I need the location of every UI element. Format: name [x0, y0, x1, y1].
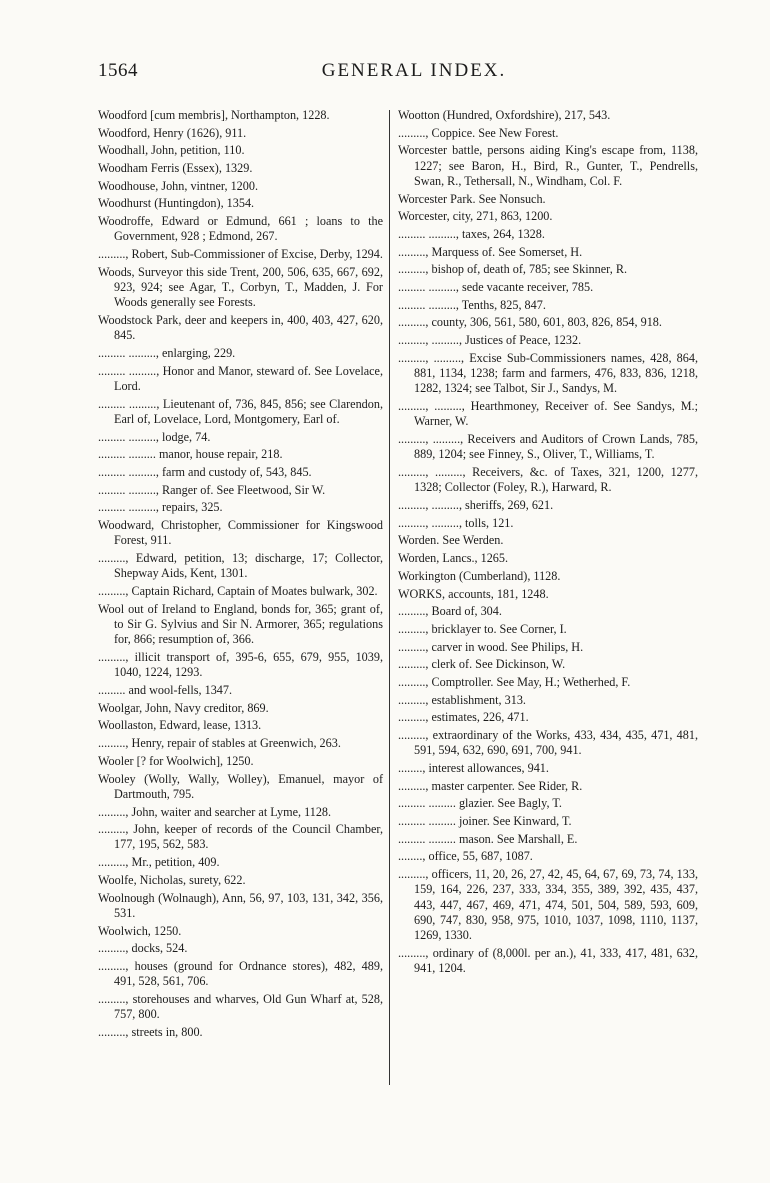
index-entry: ......... ........., farm and custody of, 543, 845.: [98, 465, 312, 480]
page-number: 1564: [98, 60, 138, 81]
index-entry: ........., extraordinary of the Works, 433, 434, 435, 471, 481, 591, 594, 632, 690, 691, 700, 941.: [398, 728, 698, 758]
index-entry: ........., ........., Excise Sub-Commissioners names, 428, 864, 881, 1134, 1238; farm and farmers, 476, 833, 836, 1218, 1282, 1324; see Talbot, Sir J., Sandys, M.: [398, 350, 698, 396]
index-entry: ......... ........., lodge, 74.: [98, 429, 211, 444]
index-entry: ........., illicit transport of, 395-6, 655, 679, 955, 1039, 1040, 1224, 1293.: [98, 650, 383, 680]
index-entry: Wool out of Ireland to England, bonds for, 365; grant of, to Sir G. Sylvius and Sir N. Armorer, 365; regulations for, 866; resumption of, 366.: [98, 601, 383, 647]
index-entry: Workington (Cumberland), 1128.: [398, 568, 561, 583]
index-entry: ......... ........., Honor and Manor, steward of. See Lovelace, Lord.: [98, 363, 383, 394]
index-entry: Worden. See Werden.: [398, 533, 504, 548]
index-entry: ........., carver in wood. See Philips, H.: [398, 639, 584, 654]
index-entry: Woodford [cum membris], Northampton, 1228.: [98, 108, 330, 122]
index-entry: ........., master carpenter. See Rider, R.: [398, 778, 583, 793]
index-entry: ......... and wool-fells, 1347.: [98, 683, 233, 698]
index-entry: ........., bricklayer to. See Corner, I.: [398, 621, 567, 636]
index-entry: ......... ........., sede vacante receiver, 785.: [398, 280, 594, 295]
index-entry: Woolnough (Wolnaugh), Ann, 56, 97, 103, 131, 342, 356, 531.: [98, 890, 383, 920]
index-entry: ........, interest allowances, 941.: [398, 761, 549, 775]
index-entry: WORKS, accounts, 181, 1248.: [398, 586, 549, 601]
index-entry: ........., Robert, Sub-Commissioner of Excise, Derby, 1294.: [98, 247, 383, 262]
index-entry: Woolfe, Nicholas, surety, 622.: [98, 872, 246, 887]
index-entry: ........., establishment, 313.: [398, 692, 526, 707]
index-entry: ......... ......... mason. See Marshall, E.: [398, 831, 578, 846]
index-entry: ........., Mr., petition, 409.: [98, 855, 220, 870]
index-entry: ......... ......... glazier. See Bagly, T.: [398, 796, 562, 811]
index-entry: Wooler [? for Woolwich], 1250.: [98, 753, 254, 768]
index-entry: ........., docks, 524.: [98, 941, 188, 956]
index-entry: ........., ........., tolls, 121.: [398, 515, 514, 530]
index-entry: Wootton (Hundred, Oxfordshire), 217, 543.: [398, 108, 611, 122]
index-entry: Woodstock Park, deer and keepers in, 400, 403, 427, 620, 845.: [98, 313, 383, 343]
index-entry: ........., houses (ground for Ordnance stores), 482, 489, 491, 528, 561, 706.: [98, 958, 383, 989]
index-entry: ........., Marquess of. See Somerset, H.: [398, 244, 583, 259]
index-entry: ........., bishop of, death of, 785; see Skinner, R.: [398, 262, 628, 277]
index-entry: ........., ........., Justices of Peace, 1232.: [398, 333, 582, 348]
index-entry: Worcester battle, persons aiding King's escape from, 1138, 1227; see Baron, H., Bird, R., Gunter, T., Pendrells, Swan, R., Tethersall, N., Windham, Col. F.: [398, 143, 698, 188]
index-entry: Woodhouse, John, vintner, 1200.: [98, 178, 259, 193]
index-entry: ........., ........., Receivers, &c. of Taxes, 321, 1200, 1277, 1328; Collector (Foley, R.), Harward, R.: [398, 465, 698, 495]
index-entry: ........., Comptroller. See May, H.; Wetherhed, F.: [398, 674, 631, 689]
index-entry: ........., ........., sheriffs, 269, 621.: [398, 498, 554, 513]
index-entry: ......... ......... manor, house repair, 218.: [98, 447, 283, 462]
index-entry: Woolgar, John, Navy creditor, 869.: [98, 700, 269, 715]
index-entry: ......... ........., enlarging, 229.: [98, 346, 236, 361]
index-entry: Woodham Ferris (Essex), 1329.: [98, 161, 253, 176]
index-entry: ........., storehouses and wharves, Old Gun Wharf at, 528, 757, 800.: [98, 991, 383, 1022]
index-entry: Woodhurst (Huntingdon), 1354.: [98, 196, 255, 211]
index-entry: Worcester, city, 271, 863, 1200.: [398, 209, 553, 224]
index-entry: ........., ........., Receivers and Auditors of Crown Lands, 785, 889, 1204; see Finney, S., Oliver, T., Williams, T.: [398, 432, 698, 462]
index-entry: Woodroffe, Edward or Edmund, 661 ; loans to the Government, 928 ; Edmond, 267.: [98, 214, 383, 244]
index-entry: Woollaston, Edward, lease, 1313.: [98, 718, 262, 733]
index-entry: ........., ordinary of (8,000l. per an.), 41, 333, 417, 481, 632, 941, 1204.: [398, 946, 698, 976]
index-entry: Woolwich, 1250.: [98, 923, 182, 938]
index-entry: ........., Edward, petition, 13; discharge, 17; Collector, Shepway Aids, Kent, 1301.: [98, 551, 383, 581]
index-entry: Wooley (Wolly, Wally, Wolley), Emanuel, mayor of Dartmouth, 795.: [98, 771, 383, 801]
index-entry: ......... ........., repairs, 325.: [98, 500, 223, 515]
index-entry: ......... ........., taxes, 264, 1328.: [398, 227, 545, 242]
index-entry: ......... ........., Lieutenant of, 736, 845, 856; see Clarendon, Earl of, Lovelace, Lord, Montgomery, Earl of.: [98, 396, 383, 427]
index-entry: ........., John, keeper of records of the Council Chamber, 177, 195, 562, 583.: [98, 822, 383, 852]
index-entry: ........., Henry, repair of stables at Greenwich, 263.: [98, 736, 341, 751]
index-entry: Woodhall, John, petition, 110.: [98, 143, 245, 158]
index-entry: ........., ........., Hearthmoney, Receiver of. See Sandys, M.; Warner, W.: [398, 399, 698, 429]
index-entry: Worden, Lancs., 1265.: [398, 551, 509, 566]
index-entry: ......... ........., Tenths, 825, 847.: [398, 297, 546, 312]
page-title: GENERAL INDEX.: [321, 60, 507, 81]
index-entry: Woodward, Christopher, Commissioner for Kingswood Forest, 911.: [98, 518, 383, 548]
index-entry: ........., John, waiter and searcher at Lyme, 1128.: [98, 804, 332, 819]
index-entry: Worcester Park. See Nonsuch.: [398, 191, 546, 206]
index-entry: ........., county, 306, 561, 580, 601, 803, 826, 854, 918.: [398, 315, 662, 330]
index-entry: ......... ........., Ranger of. See Fleetwood, Sir W.: [98, 482, 326, 497]
index-entry: ........., estimates, 226, 471.: [398, 710, 529, 725]
page-header: [98, 60, 730, 88]
left-column: [98, 108, 383, 1043]
column-divider: [389, 110, 390, 1085]
index-entry: ........., officers, 11, 20, 26, 27, 42, 45, 64, 67, 69, 73, 74, 133, 159, 164, 226, 237, 333, 334, 355, 389, 392, 435, 437, 443, 447, 467, 469, 471, 474, 501, 504, 589, 593, 609, 690, 747, 830, 958, 975, 1010, 1037, 1098, 1110, 1137, 1269, 1330.: [398, 867, 698, 943]
index-entry: Woodford, Henry (1626), 911.: [98, 125, 247, 140]
index-entry: ........., Board of, 304.: [398, 604, 502, 619]
index-entry: ........., Captain Richard, Captain of Moates bulwark, 302.: [98, 584, 378, 599]
index-entry: Woods, Surveyor this side Trent, 200, 506, 635, 667, 692, 923, 924; see Agar, T., Corbyn, T., Madden, J. For Woods generally see Forests.: [98, 264, 383, 310]
index-entry: ........., streets in, 800.: [98, 1024, 203, 1039]
right-column: [398, 108, 698, 979]
index-entry: ........., clerk of. See Dickinson, W.: [398, 657, 566, 672]
index-entry: ......... ......... joiner. See Kinward, T.: [398, 814, 572, 829]
index-entry: ........, office, 55, 687, 1087.: [398, 849, 533, 864]
index-entry: ........., Coppice. See New Forest.: [398, 125, 559, 140]
